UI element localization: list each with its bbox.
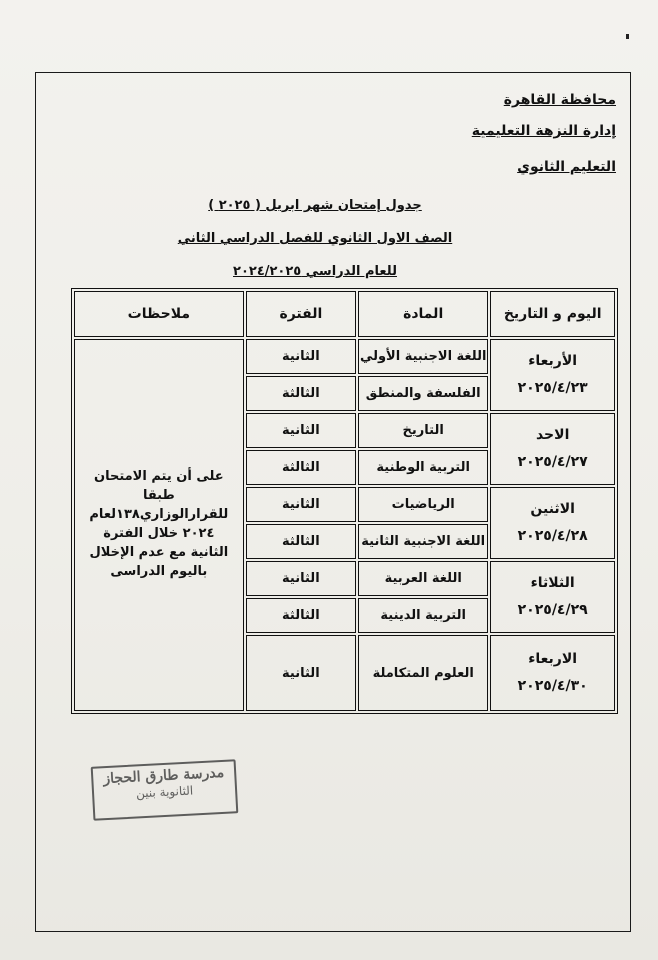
period-cell: الثانية [246, 635, 356, 711]
period-cell: الثانية [246, 339, 356, 374]
header-subject: المادة [358, 291, 488, 337]
subject-cell: الرياضيات [358, 487, 488, 522]
grade-term-title: الصف الاول الثانوي للفصل الدراسي الثاني [177, 231, 453, 246]
day-date-cell [490, 635, 615, 711]
header-day-date: اليوم و التاريخ [490, 291, 615, 337]
period-cell: الثالثة [246, 598, 356, 633]
header-notes: ملاحظات [74, 291, 244, 337]
day-name: الاحد [535, 427, 570, 444]
exam-date: ٢٠٢٥/٤/٢٣ [517, 380, 588, 396]
period-cell: الثالثة [246, 450, 356, 485]
day-name: الأربعاء [528, 353, 578, 370]
subject-cell: التاريخ [358, 413, 488, 448]
exam-date: ٢٠٢٥/٤/٣٠ [517, 678, 588, 694]
administration-heading: إدارة النزهة التعليمية [471, 123, 616, 139]
subject-cell: الفلسفة والمنطق [358, 376, 488, 411]
period-cell: الثانية [246, 413, 356, 448]
exam-schedule-table [71, 288, 618, 714]
stamp-school-name: مدرسة طارق الحجاز [102, 764, 225, 788]
subject-cell: التربية الدينية [358, 598, 488, 633]
school-stamp [91, 759, 239, 821]
day-name: الثلاثاء [530, 575, 575, 592]
stamp-school-type: الثانوية بنين [135, 783, 194, 801]
table-row [74, 339, 615, 374]
table-header-row [74, 291, 615, 337]
header-period: الفترة [246, 291, 356, 337]
academic-year-title: للعام الدراسي ٢٠٢٤/٢٠٢٥ [233, 264, 397, 279]
corner-mark [626, 34, 629, 39]
exam-date: ٢٠٢٥/٤/٢٨ [517, 528, 588, 544]
period-cell: الثالثة [246, 524, 356, 559]
subject-cell: اللغة الاجنبية الأولي [358, 339, 488, 374]
day-name: الاثنين [530, 501, 575, 518]
subject-cell: العلوم المتكاملة [358, 635, 488, 711]
day-date-cell [490, 339, 615, 411]
governorate-heading: محافظة القاهرة [503, 92, 616, 108]
period-cell: الثانية [246, 561, 356, 596]
exam-date: ٢٠٢٥/٤/٢٩ [517, 602, 588, 618]
exam-date: ٢٠٢٥/٤/٢٧ [517, 454, 588, 470]
education-stage-heading: التعليم الثانوي [517, 159, 616, 175]
day-date-cell [490, 487, 615, 559]
day-date-cell [490, 561, 615, 633]
period-cell: الثالثة [246, 376, 356, 411]
subject-cell: التربية الوطنية [358, 450, 488, 485]
subject-cell: اللغة الاجنبية الثانية [358, 524, 488, 559]
notes-cell: على أن يتم الامتحان طبقا للقرارالوزاري١٣٨لعام ٢٠٢٤ خلال الفترة الثانية مع عدم الإخلال باليوم الدراسى [74, 339, 244, 711]
subject-cell: اللغة العربية [358, 561, 488, 596]
day-date-cell [490, 413, 615, 485]
schedule-title: جدول إمتحان شهر ابريل ( ٢٠٢٥ ) [208, 198, 422, 213]
day-name: الاربعاء [528, 651, 578, 668]
period-cell: الثانية [246, 487, 356, 522]
